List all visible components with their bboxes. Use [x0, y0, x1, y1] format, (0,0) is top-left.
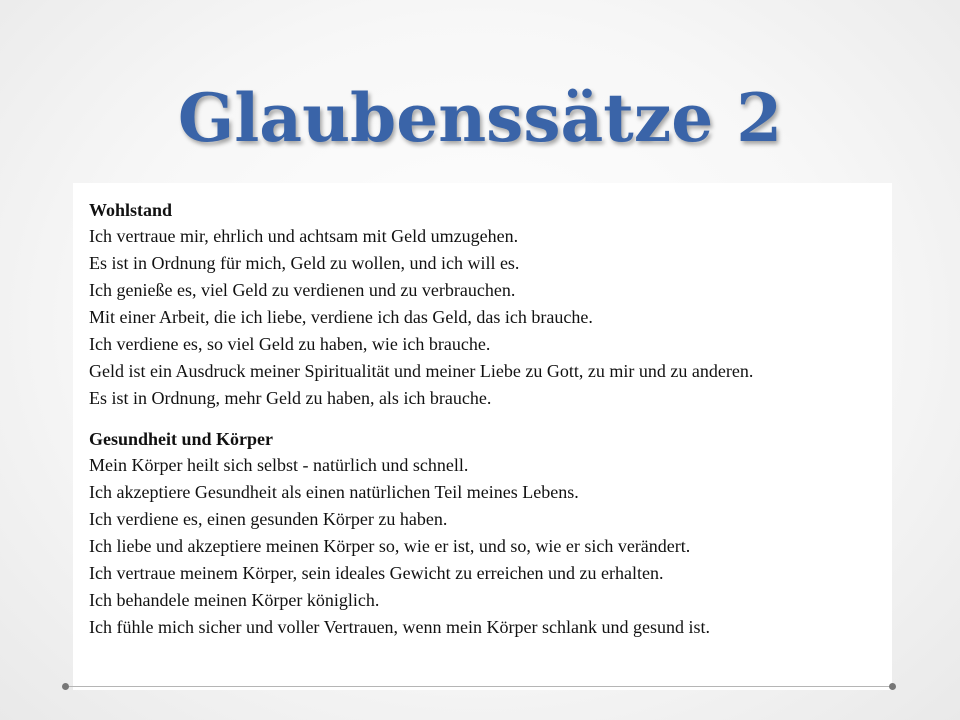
list-item: Ich behandele meinen Körper königlich. — [89, 590, 380, 610]
list-item: Ich akzeptiere Gesundheit als einen natürlichen Teil meines Lebens. — [89, 482, 579, 502]
divider-dot-left — [62, 683, 69, 690]
list-item: Ich verdiene es, so viel Geld zu haben, wie ich brauche. — [89, 334, 491, 354]
footer-divider — [62, 683, 896, 689]
section-gesundheit — [89, 426, 892, 641]
list-item: Ich liebe und akzeptiere meinen Körper so, wie er ist, und so, wie er sich verändert. — [89, 536, 691, 556]
list-item: Mit einer Arbeit, die ich liebe, verdiene ich das Geld, das ich brauche. — [89, 307, 593, 327]
list-item: Geld ist ein Ausdruck meiner Spiritualität und meiner Liebe zu Gott, zu mir und zu anderen. — [89, 361, 754, 381]
list-item: Ich vertraue meinem Körper, sein ideales Gewicht zu erreichen und zu erhalten. — [89, 563, 664, 583]
list-item: Es ist in Ordnung, mehr Geld zu haben, als ich brauche. — [89, 388, 492, 408]
list-item: Ich fühle mich sicher und voller Vertrauen, wenn mein Körper schlank und gesund ist. — [89, 617, 710, 637]
section-wohlstand — [89, 197, 892, 412]
list-item: Es ist in Ordnung für mich, Geld zu wollen, und ich will es. — [89, 253, 520, 273]
slide-title: Glaubenssätze 2 — [177, 79, 783, 157]
divider-dot-right — [889, 683, 896, 690]
list-item: Ich vertraue mir, ehrlich und achtsam mit Geld umzugehen. — [89, 226, 519, 246]
section-heading: Gesundheit und Körper — [89, 429, 274, 449]
divider-rule — [68, 686, 890, 687]
list-item: Ich verdiene es, einen gesunden Körper zu haben. — [89, 509, 448, 529]
section-heading: Wohlstand — [89, 200, 173, 220]
list-item: Mein Körper heilt sich selbst - natürlich und schnell. — [89, 455, 469, 475]
list-item: Ich genieße es, viel Geld zu verdienen und zu verbrauchen. — [89, 280, 516, 300]
content-image — [73, 183, 892, 690]
section-gap — [89, 412, 892, 426]
